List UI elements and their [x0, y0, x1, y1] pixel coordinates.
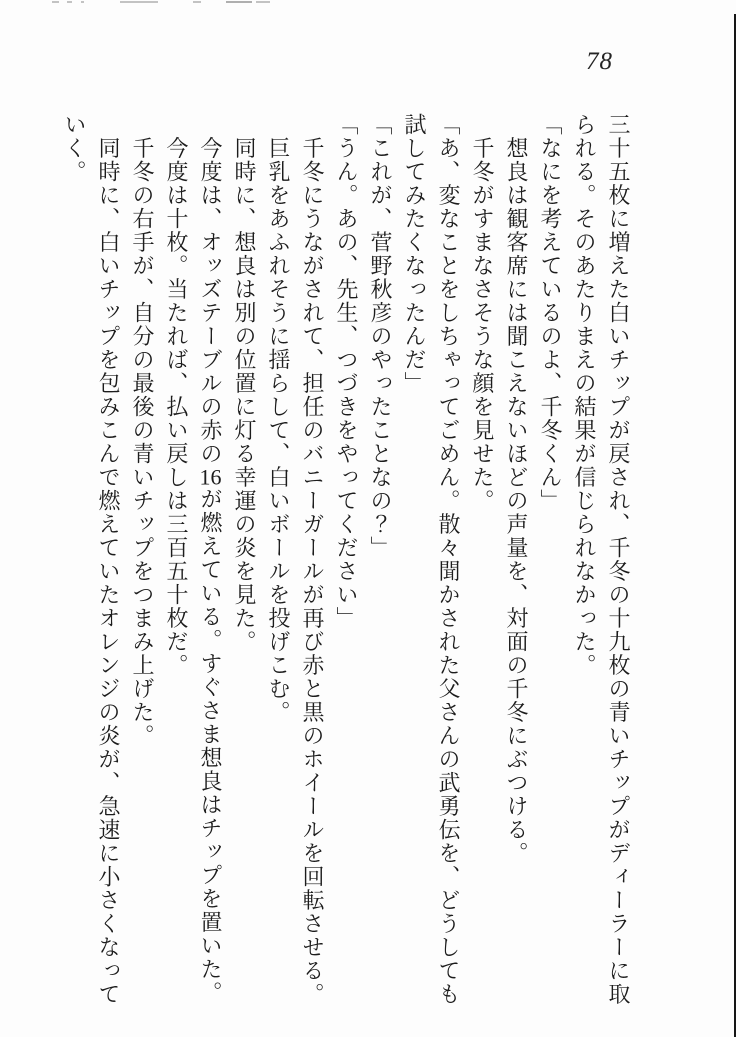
- paragraph-11-after: が燃えている。すぐさま想良はチップを置いた。: [198, 487, 223, 1005]
- paragraph-09: 巨乳をあふれそうに揺らして、白いボールを投げこむ。: [266, 113, 291, 724]
- scan-artifact: [256, 1, 270, 3]
- scan-artifact: [52, 1, 59, 3]
- paragraph-04: 千冬がすまなさそうな顔を見せた。: [470, 113, 495, 513]
- scan-artifact: [120, 1, 158, 3]
- paragraph-03: 想良は観客席には聞こえないほどの声量を、対面の千冬にぶつける。: [504, 113, 529, 865]
- paragraph-11: [193, 113, 227, 1011]
- body-text: [57, 113, 635, 1011]
- paragraph-05: 「あ、変なことをしちゃってごめん。散々聞かされた父さんの武勇伝を、どうしても試してみたくなったんだ」: [402, 113, 461, 1006]
- paragraph-11-before: 今度は、オッズテーブルの赤の: [198, 113, 223, 466]
- paragraph-12: 今度は十枚。当たれば、払い戻しは三百五十枚だ。: [164, 113, 189, 677]
- scan-artifact: [67, 1, 72, 3]
- paragraph-02: 「なにを考えているのよ、千冬くん」: [538, 113, 563, 513]
- scan-artifact: [226, 1, 252, 3]
- odds-number: 16: [199, 465, 222, 488]
- page-number: 78: [586, 48, 613, 75]
- paragraph-07: 「うん。あの、先生、つづきをやってください」: [334, 113, 359, 630]
- paragraph-14: 同時に、白いチップを包みこんで燃えていたオレンジの炎が、急速に小さくなっていく。: [62, 113, 121, 1006]
- paragraph-10: 同時に、想良は別の位置に灯る幸運の炎を見た。: [232, 113, 257, 654]
- paragraph-13: 千冬の右手が、自分の最後の青いチップをつまみ上げた。: [130, 113, 155, 748]
- paragraph-08: 千冬にうながされて、担任のバニーガールが再び赤と黒のホイールを回転させる。: [300, 113, 325, 1006]
- scan-artifact: [193, 1, 201, 3]
- paragraph-06: 「これが、菅野秋彦のやったことなの？」: [368, 113, 393, 560]
- paragraph-01: 三十五枚に増えた白いチップが戻され、千冬の十九枚の青いチップがディーラーに取られる。そのあたりまえの結果が信じられなかった。: [572, 113, 631, 1006]
- scan-artifact: [81, 1, 84, 3]
